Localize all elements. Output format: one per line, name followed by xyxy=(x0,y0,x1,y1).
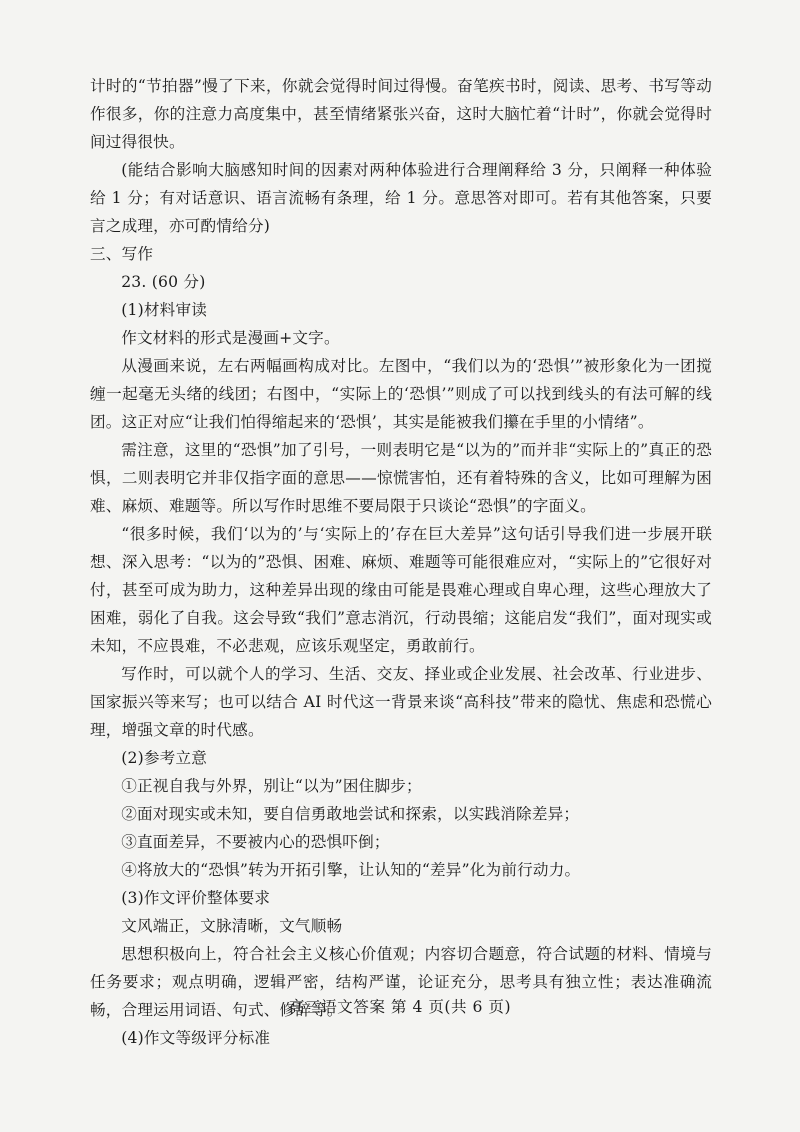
subsection-heading-2: (2)参考立意 xyxy=(121,749,208,767)
para-style: 文风端正，文脉清晰，文气顺畅 xyxy=(121,917,343,935)
theme-item-4: ④将放大的“恐惧”转为开拓引擎，让认知的“差异”化为前行动力。 xyxy=(121,861,581,879)
para-2: (能结合影响大脑感知时间的因素对两种体验进行合理阐释给 3 分，只阐释一种体验给 1 分；有对话意识、语言流畅有条理，给 1 分。意思答对即可。若有其他答案，只要言之成理，亦可酌情给分) xyxy=(90,161,712,235)
para-1: 计时的“节拍器”慢了下来，你就会觉得时间过得慢。奋笔疾书时，阅读、思考、书写等动作很多，你的注意力高度集中，甚至情绪紧张兴奋，这时大脑忙着“计时”，你就会觉得时间过得很快。 xyxy=(90,77,712,151)
page-footer: 高三语文答案 第 4 页(共 6 页) xyxy=(288,998,512,1016)
subsection-heading-4: (4)作文等级评分标准 xyxy=(121,1029,271,1047)
para-requirements: 思想积极向上，符合社会主义核心价值观；内容切合题意，符合试题的材料、情境与任务要求；观点明确，逻辑严密，结构严谨，论证充分，思考具有独立性；表达准确流畅，合理运用词语、句式、修辞等。 xyxy=(90,945,712,1019)
para-material-form: 作文材料的形式是漫画+文字。 xyxy=(121,329,340,347)
question-number: 23. (60 分) xyxy=(121,273,206,291)
theme-item-3: ③直面差异，不要被内心的恐惧吓倒； xyxy=(121,833,390,851)
page-body xyxy=(90,72,712,1052)
para-writing-scope: 写作时，可以就个人的学习、生活、交友、择业或企业发展、社会改革、行业进步、国家振兴等来写；也可以结合 AI 时代这一背景来谈“高科技”带来的隐忧、焦虑和恐慌心理，增强文章的时代感。 xyxy=(90,665,712,739)
subsection-heading-3: (3)作文评价整体要求 xyxy=(121,889,271,907)
theme-item-2: ②面对现实或未知，要自信勇敢地尝试和探索，以实践消除差异； xyxy=(121,805,580,823)
theme-item-1: ①正视自我与外界，别让“以为”困住脚步； xyxy=(121,777,422,795)
para-difference: “很多时候，我们‘以为的’与‘实际上的’存在巨大差异”这句话引导我们进一步展开联想、深入思考：“以为的”恐惧、困难、麻烦、难题等可能很难应对，“实际上的”它很好对付，甚至可成为助力，这种差异出现的缘由可能是畏难心理或自卑心理，这些心理放大了困难，弱化了自我。这会导致“我们”意志消沉，行动畏缩；这能启发“我们”，面对现实或未知，不应畏难，不必悲观，应该乐观坚定，勇敢前行。 xyxy=(90,525,712,655)
para-comic: 从漫画来说，左右两幅画构成对比。左图中，“我们以为的‘恐惧’”被形象化为一团搅缠一起毫无头绪的线团；右图中，“实际上的‘恐惧’”则成了可以找到线头的有法可解的线团。这正对应“让我们怕得缩起来的‘恐惧’，其实是能被我们攥在手里的小情绪”。 xyxy=(90,357,712,431)
section-heading-writing: 三、写作 xyxy=(90,245,154,263)
para-quotes: 需注意，这里的“恐惧”加了引号，一则表明它是“以为的”而并非“实际上的”真正的恐惧，二则表明它并非仅指字面的意思——惊慌害怕，还有着特殊的含义，比如可理解为困难、麻烦、难题等。所以写作时思维不要局限于只谈论“恐惧”的字面义。 xyxy=(90,441,712,515)
subsection-heading-1: (1)材料审读 xyxy=(121,301,208,319)
